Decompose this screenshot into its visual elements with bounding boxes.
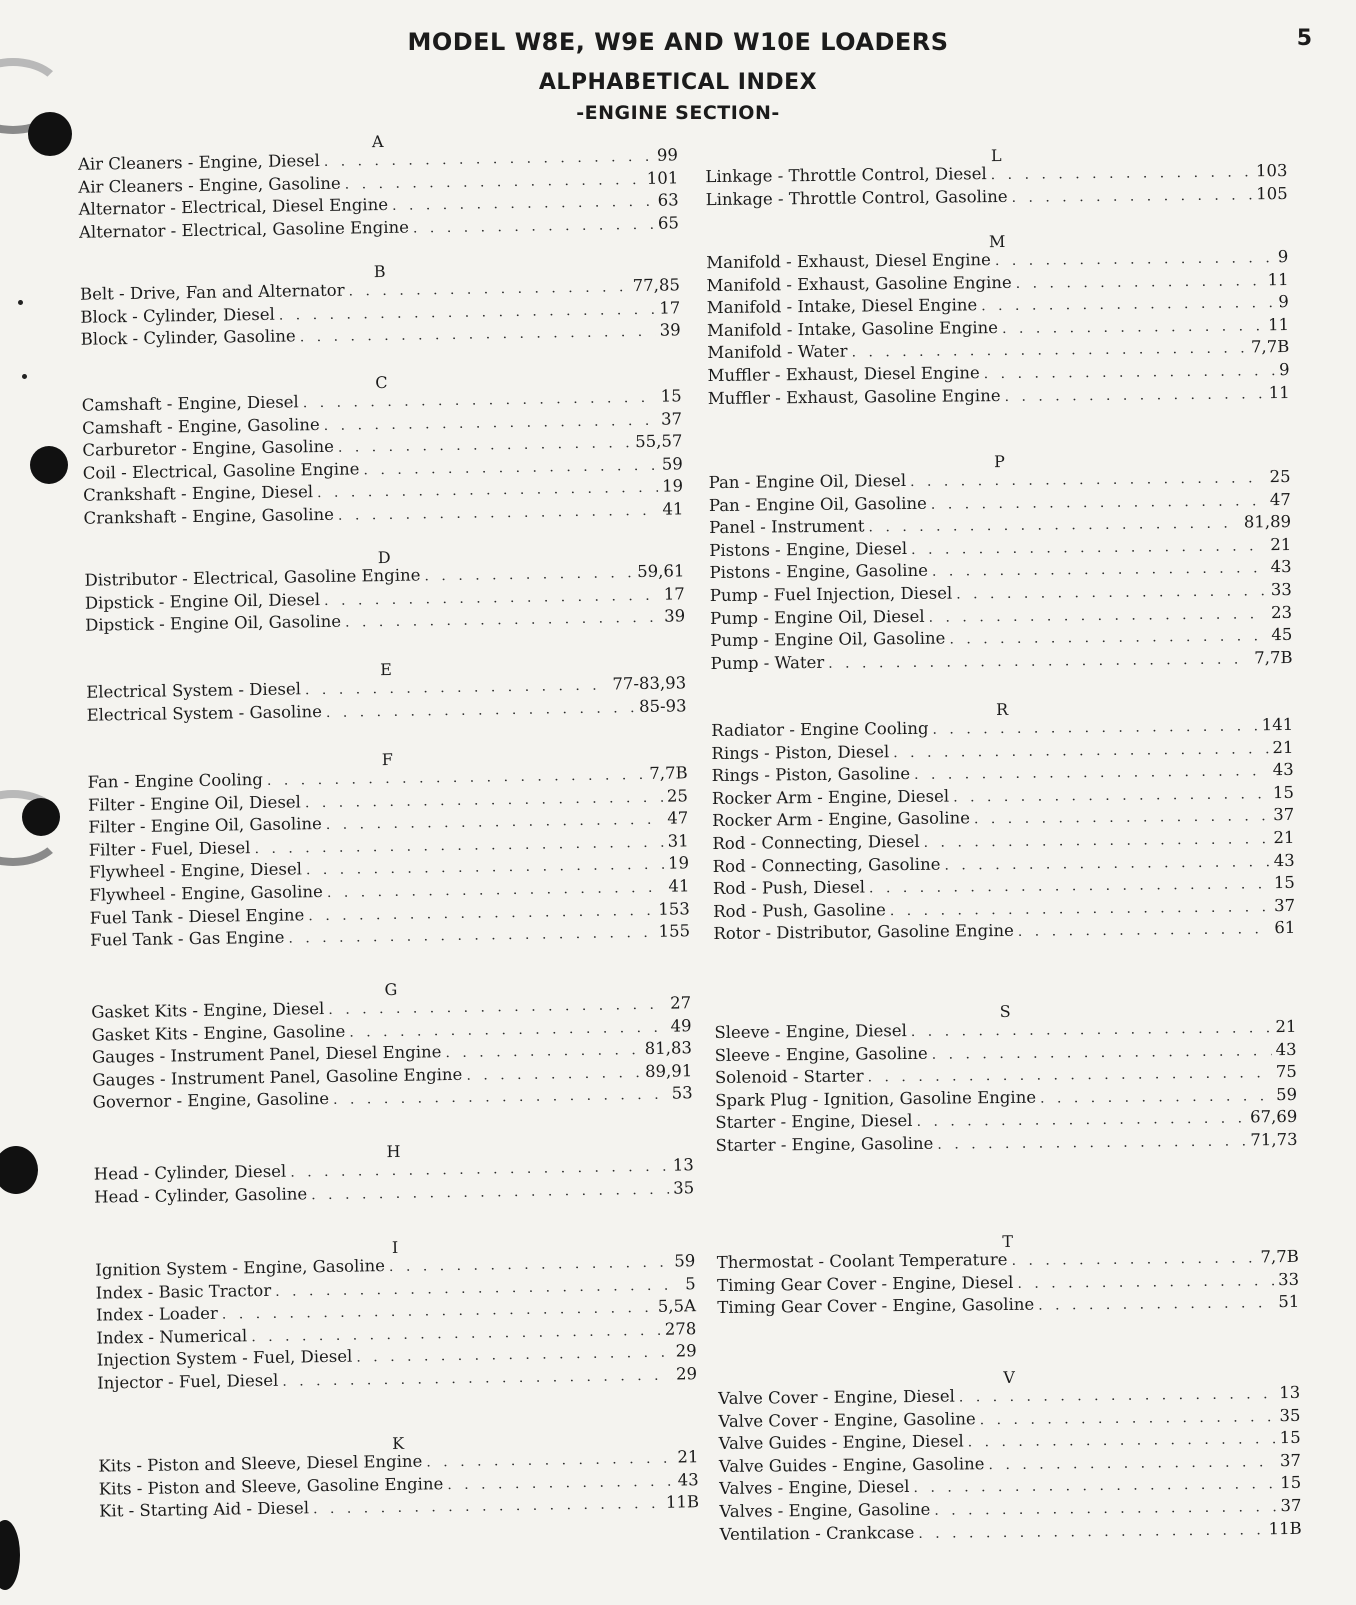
entry-page: 29 <box>675 1341 697 1361</box>
leader-dots <box>313 1496 662 1517</box>
leader-dots <box>851 341 1247 361</box>
entry-page: 31 <box>667 831 689 851</box>
entry-name: Coil - Electrical, Gasoline Engine <box>82 459 360 483</box>
leader-dots <box>311 1181 669 1203</box>
entry-page: 11 <box>1267 269 1289 289</box>
entry-page: 43 <box>677 1469 699 1490</box>
leader-dots <box>937 1133 1246 1152</box>
entry-page: 43 <box>1270 557 1292 577</box>
leader-dots <box>1018 922 1271 941</box>
section-letter-g: G <box>384 979 398 1000</box>
leader-dots <box>363 458 658 479</box>
leader-dots <box>931 493 1266 513</box>
entry-name: Distributor - Electrical, Gasoline Engine <box>84 565 421 590</box>
section-letter-f: F <box>381 749 394 770</box>
entry-name: Pump - Fuel Injection, Diesel <box>709 583 953 606</box>
entry-page: 37 <box>1279 1450 1302 1470</box>
entry-name: Rocker Arm - Engine, Gasoline <box>712 808 971 831</box>
entry-page: 21 <box>1273 827 1295 848</box>
leader-dots <box>956 583 1267 602</box>
entry-name: Muffler - Exhaust, Gasoline Engine <box>707 385 1001 408</box>
entry-page: 37 <box>660 408 683 429</box>
entry-page: 35 <box>1279 1405 1301 1425</box>
entry-name: Kits - Piston and Sleeve, Gasoline Engine <box>98 1473 444 1499</box>
entry-name: Pan - Engine Oil, Gasoline <box>708 493 927 515</box>
entry-page: 59 <box>674 1251 696 1271</box>
section-letter-t: T <box>1002 1231 1014 1252</box>
entry-name: Solenoid - Starter <box>714 1066 864 1088</box>
leader-dots <box>300 324 656 346</box>
entry-page: 39 <box>663 606 686 626</box>
entry-page: 21 <box>1275 1016 1297 1037</box>
entry-name: Camshaft - Engine, Diesel <box>81 392 299 415</box>
section-letter-i: I <box>391 1237 399 1257</box>
entry-page: 7,7B <box>1254 647 1293 668</box>
entry-name: Linkage - Throttle Control, Gasoline <box>705 186 1008 209</box>
entry-page: 141 <box>1261 714 1294 735</box>
entry-page: 9 <box>1278 292 1289 312</box>
binder-hole-lower <box>0 1146 38 1194</box>
leader-dots <box>324 412 658 433</box>
leader-dots <box>392 194 654 214</box>
leader-dots <box>306 857 664 879</box>
entry-page: 278 <box>664 1319 697 1339</box>
entry-name: Crankshaft - Engine, Diesel <box>83 482 314 506</box>
binder-hole-upper <box>30 446 68 484</box>
entry-page: 15 <box>1272 782 1295 802</box>
entry-page: 99 <box>656 145 679 165</box>
entry-page: 47 <box>1269 489 1291 509</box>
entry-page: 37 <box>1274 895 1296 915</box>
entry-name: Dipstick - Engine Oil, Gasoline <box>85 611 342 635</box>
leader-dots <box>944 854 1269 873</box>
entry-name: Index - Numerical <box>96 1326 248 1348</box>
entry-page: 153 <box>658 898 690 919</box>
entry-page: 103 <box>1255 160 1288 181</box>
leader-dots <box>305 678 609 699</box>
entry-page: 41 <box>668 876 690 896</box>
entry-name: Valve Cover - Engine, Gasoline <box>718 1408 976 1431</box>
section-letter-k: K <box>391 1433 405 1454</box>
entry-page: 7,7B <box>649 763 688 783</box>
entry-page: 65 <box>657 213 680 233</box>
entry-page: 41 <box>662 499 684 519</box>
entry-name: Ventilation - Crankcase <box>719 1522 915 1544</box>
entry-name: Manifold - Intake, Gasoline Engine <box>706 317 999 340</box>
entry-page: 11B <box>1268 1518 1302 1538</box>
leader-dots <box>893 741 1268 761</box>
leader-dots <box>328 997 666 1018</box>
leader-dots <box>413 217 654 237</box>
leader-dots <box>317 480 658 501</box>
leader-dots <box>984 363 1275 382</box>
entry-page: 75 <box>1275 1062 1297 1082</box>
entry-name: Index - Loader <box>95 1303 218 1325</box>
entry-page: 7,7B <box>1250 337 1290 357</box>
leader-dots <box>932 1043 1272 1063</box>
leader-dots <box>995 250 1274 269</box>
leader-dots <box>426 1451 673 1471</box>
entry-page: 17 <box>663 583 685 604</box>
entry-page: 77,85 <box>632 275 681 296</box>
entry-name: Carburetor - Engine, Gasoline <box>82 436 335 460</box>
leader-dots <box>222 1300 654 1323</box>
entry-name: Injector - Fuel, Diesel <box>96 1370 279 1393</box>
entry-page: 15 <box>1280 1473 1302 1493</box>
entry-page: 33 <box>1270 579 1292 600</box>
entry-name: Belt - Drive, Fan and Alternator <box>79 280 345 304</box>
entry-page: 155 <box>658 921 691 941</box>
leader-dots <box>928 606 1267 626</box>
left-column <box>75 0 700 1605</box>
leader-dots <box>290 1159 669 1181</box>
leader-dots <box>991 164 1252 183</box>
leader-dots <box>345 610 660 631</box>
leader-dots <box>913 1477 1276 1497</box>
speck-1 <box>18 300 23 305</box>
binder-hole-middle <box>22 798 60 836</box>
entry-page: 45 <box>1271 625 1293 645</box>
entry-name: Starter - Engine, Gasoline <box>715 1133 934 1156</box>
entry-page: 13 <box>1279 1382 1301 1403</box>
entry-page: 15 <box>1279 1428 1301 1448</box>
entry-page: 59 <box>1275 1084 1298 1104</box>
leader-dots <box>968 1431 1276 1450</box>
entry-page: 59 <box>661 454 683 474</box>
leader-dots <box>949 628 1267 647</box>
entry-page: 85-93 <box>638 695 687 716</box>
leader-dots <box>345 172 643 193</box>
entry-page: 29 <box>675 1364 698 1384</box>
entry-name: Valve Cover - Engine, Diesel <box>718 1386 955 1409</box>
entry-name: Gauges - Instrument Panel, Gasoline Engine <box>92 1064 463 1090</box>
entry-page: 21 <box>1272 737 1294 757</box>
entry-name: Electrical System - Gasoline <box>86 701 323 725</box>
leader-dots <box>308 902 654 923</box>
section-letter-l: L <box>990 145 1002 166</box>
entry-page: 11B <box>665 1492 700 1512</box>
entry-name: Pump - Engine Oil, Diesel <box>709 606 925 628</box>
entry-name: Filter - Engine Oil, Gasoline <box>88 814 322 837</box>
leader-dots <box>356 1345 672 1366</box>
leader-dots <box>324 149 653 170</box>
entry-page: 7,7B <box>1260 1246 1299 1267</box>
entry-name: Valve Guides - Engine, Gasoline <box>718 1454 985 1476</box>
entry-page: 21 <box>677 1447 699 1467</box>
entry-name: Muffler - Exhaust, Diesel Engine <box>707 363 980 386</box>
leader-dots <box>275 1277 681 1299</box>
leader-dots <box>916 1111 1246 1130</box>
entry-name: Block - Cylinder, Diesel <box>80 304 275 327</box>
entry-page: 43 <box>1272 760 1294 780</box>
entry-name: Head - Cylinder, Gasoline <box>94 1183 308 1207</box>
entry-name: Starter - Engine, Diesel <box>715 1111 913 1133</box>
right-column <box>704 0 1303 1603</box>
entry-page: 17 <box>659 297 681 318</box>
entry-name: Rod - Connecting, Gasoline <box>712 854 941 876</box>
entry-page: 39 <box>659 320 681 340</box>
leader-dots <box>932 718 1257 737</box>
entry-name: Rod - Push, Gasoline <box>713 900 886 921</box>
leader-dots <box>338 435 631 456</box>
leader-dots <box>466 1065 641 1084</box>
page-subtitle: ALPHABETICAL INDEX <box>538 70 818 95</box>
index-entry <box>720 1518 1302 1546</box>
entry-page: 23 <box>1270 602 1293 622</box>
entry-page: 25 <box>1269 466 1291 487</box>
leader-dots <box>934 1499 1276 1519</box>
entry-name: Ignition System - Engine, Gasoline <box>95 1256 386 1280</box>
entry-name: Air Cleaners - Engine, Gasoline <box>78 173 341 197</box>
entry-page: 5 <box>684 1273 696 1293</box>
entry-name: Panel - Instrument <box>709 516 865 538</box>
leader-dots <box>326 812 664 833</box>
section-letter-d: D <box>377 547 391 568</box>
binder-hole-bottom <box>0 1520 20 1590</box>
leader-dots <box>1017 1273 1274 1292</box>
leader-dots <box>914 763 1269 783</box>
entry-name: Filter - Engine Oil, Diesel <box>87 791 302 815</box>
entry-name: Pump - Water <box>710 652 825 673</box>
entry-name: Kit - Starting Aid - Diesel <box>98 1498 310 1521</box>
leader-dots <box>279 301 656 323</box>
section-letter-s: S <box>999 1001 1011 1022</box>
entry-page: 13 <box>672 1155 694 1175</box>
entry-page: 19 <box>661 476 684 497</box>
section-letter-p: P <box>993 451 1005 472</box>
leader-dots <box>911 538 1266 558</box>
leader-dots <box>447 1473 674 1493</box>
leader-dots <box>890 899 1270 919</box>
entry-name: Pan - Engine Oil, Diesel <box>708 470 907 493</box>
entry-name: Pistons - Engine, Gasoline <box>709 561 929 583</box>
leader-dots <box>333 1087 668 1108</box>
entry-page: 37 <box>1280 1495 1302 1516</box>
entry-name: Rocker Arm - Engine, Diesel <box>711 786 950 808</box>
entry-name: Governor - Engine, Gasoline <box>92 1089 330 1113</box>
leader-dots <box>911 1020 1272 1040</box>
leader-dots <box>348 279 628 299</box>
leader-dots <box>445 1042 641 1061</box>
leader-dots <box>389 1255 671 1275</box>
index-entry <box>710 648 1292 676</box>
page-title: MODEL W8E, W9E AND W10E LOADERS <box>407 28 949 56</box>
entry-name: Rod - Connecting, Diesel <box>712 831 920 854</box>
entry-name: Alternator - Electrical, Gasoline Engine <box>78 217 410 242</box>
entry-name: Injection System - Fuel, Diesel <box>96 1347 353 1371</box>
entry-name: Manifold - Intake, Diesel Engine <box>706 295 978 318</box>
leader-dots <box>326 700 635 721</box>
entry-name: Kits - Piston and Sleeve, Diesel Engine <box>98 1451 423 1476</box>
entry-name: Pistons - Engine, Diesel <box>709 538 908 560</box>
index-entry <box>717 1292 1299 1320</box>
entry-name: Fuel Tank - Diesel Engine <box>89 904 305 928</box>
entry-name: Valves - Engine, Gasoline <box>719 1499 931 1521</box>
entry-page: 49 <box>670 1015 692 1036</box>
entry-page: 63 <box>657 190 679 210</box>
entry-name: Head - Cylinder, Diesel <box>93 1161 287 1184</box>
entry-page: 21 <box>1270 534 1292 554</box>
entry-page: 33 <box>1277 1269 1300 1289</box>
entry-name: Crankshaft - Engine, Gasoline <box>83 504 335 528</box>
leader-dots <box>918 1522 1264 1542</box>
entry-page: 27 <box>670 993 692 1013</box>
leader-dots <box>1002 318 1264 337</box>
entry-page: 105 <box>1256 183 1288 203</box>
entry-page: 53 <box>671 1083 693 1103</box>
entry-name: Air Cleaners - Engine, Diesel <box>77 150 320 174</box>
entry-name: Filter - Fuel, Diesel <box>88 837 251 860</box>
leader-dots <box>327 880 665 901</box>
leader-dots <box>953 786 1269 805</box>
entry-name: Fan - Engine Cooling <box>87 769 264 792</box>
entry-page: 11 <box>1268 382 1290 402</box>
entry-name: Pump - Engine Oil, Gasoline <box>710 628 946 651</box>
entry-name: Valve Guides - Engine, Diesel <box>718 1431 964 1454</box>
speck-2 <box>22 374 27 379</box>
entry-name: Linkage - Throttle Control, Diesel <box>705 164 987 187</box>
entry-page: 81,83 <box>644 1038 693 1059</box>
entry-name: Rings - Piston, Gasoline <box>711 764 911 786</box>
leader-dots <box>910 470 1266 490</box>
entry-page: 71,73 <box>1250 1129 1298 1150</box>
leader-dots <box>981 295 1274 314</box>
entry-name: Flywheel - Engine, Gasoline <box>89 882 324 905</box>
leader-dots <box>924 831 1270 851</box>
entry-page: 25 <box>666 785 689 806</box>
page-number: 5 <box>1296 26 1312 51</box>
section-letter-r: R <box>995 699 1009 720</box>
leader-dots <box>932 561 1267 581</box>
entry-page: 11 <box>1267 314 1290 334</box>
leader-dots <box>974 809 1269 828</box>
entry-name: Timing Gear Cover - Engine, Diesel <box>716 1272 1014 1295</box>
entry-page: 35 <box>672 1177 695 1198</box>
entry-name: Sleeve - Engine, Gasoline <box>714 1043 928 1065</box>
entry-page: 89,91 <box>644 1061 693 1081</box>
entry-page: 43 <box>1275 1039 1297 1059</box>
index-entry <box>713 918 1295 946</box>
entry-name: Sleeve - Engine, Diesel <box>714 1021 907 1043</box>
leader-dots <box>1038 1295 1274 1313</box>
section-letter-m: M <box>988 231 1006 252</box>
leader-dots <box>868 1065 1272 1085</box>
leader-dots <box>869 876 1270 896</box>
entry-name: Electrical System - Diesel <box>86 679 302 702</box>
section-letter-c: C <box>375 372 388 393</box>
entry-page: 101 <box>646 167 679 188</box>
section-title: -ENGINE SECTION- <box>576 102 780 124</box>
index-entry <box>708 383 1290 411</box>
entry-page: 9 <box>1277 246 1289 267</box>
entry-page: 67,69 <box>1249 1107 1298 1127</box>
leader-dots <box>1011 1250 1256 1269</box>
entry-name: Gauges - Instrument Panel, Diesel Engine <box>91 1042 442 1067</box>
entry-name: Valves - Engine, Diesel <box>719 1477 910 1499</box>
leader-dots <box>1004 386 1264 405</box>
entry-name: Radiator - Engine Cooling <box>711 718 929 741</box>
entry-name: Fuel Tank - Gas Engine <box>90 927 285 950</box>
leader-dots <box>282 1368 672 1390</box>
leader-dots <box>288 925 654 947</box>
entry-page: 55,57 <box>635 431 683 452</box>
leader-dots <box>988 1454 1276 1473</box>
entry-name: Flywheel - Engine, Diesel <box>88 859 303 883</box>
section-letter-v: V <box>1003 1367 1015 1388</box>
leader-dots <box>1011 187 1252 206</box>
leader-dots <box>959 1386 1276 1405</box>
entry-page: 15 <box>660 386 682 406</box>
entry-page: 43 <box>1273 850 1295 870</box>
entry-name: Manifold - Exhaust, Diesel Engine <box>706 250 991 273</box>
entry-name: Index - Basic Tractor <box>95 1280 272 1303</box>
entry-name: Dipstick - Engine Oil, Diesel <box>84 589 321 613</box>
section-letter-a: A <box>371 131 384 152</box>
index-entry <box>716 1130 1298 1158</box>
entry-name: Spark Plug - Ignition, Gasoline Engine <box>715 1087 1037 1110</box>
entry-page: 19 <box>667 853 690 873</box>
leader-dots <box>338 503 659 524</box>
entry-name: Camshaft - Engine, Gasoline <box>81 414 320 438</box>
entry-page: 51 <box>1278 1292 1300 1312</box>
entry-name: Manifold - Water <box>707 341 848 363</box>
leader-dots <box>251 1323 661 1345</box>
entry-page: 61 <box>1274 918 1296 938</box>
entry-page: 15 <box>1273 873 1295 893</box>
entry-name: Block - Cylinder, Gasoline <box>80 326 296 349</box>
entry-page: 81,89 <box>1243 512 1292 532</box>
leader-dots <box>828 651 1250 671</box>
entry-name: Gasket Kits - Engine, Gasoline <box>91 1021 346 1045</box>
entry-name: Rotor - Distributor, Gasoline Engine <box>713 921 1014 944</box>
entry-page: 37 <box>1273 805 1295 825</box>
leader-dots <box>324 587 660 608</box>
leader-dots <box>868 516 1240 536</box>
entry-name: Alternator - Electrical, Diesel Engine <box>78 195 389 219</box>
index-entry <box>706 184 1288 212</box>
leader-dots <box>1016 273 1264 292</box>
entry-name: Rod - Push, Diesel <box>712 877 866 899</box>
leader-dots <box>267 767 646 789</box>
entry-page: 5,5A <box>657 1296 697 1317</box>
leader-dots <box>1040 1088 1272 1106</box>
entry-page: 9 <box>1278 359 1290 380</box>
entry-name: Thermostat - Coolant Temperature <box>716 1249 1008 1273</box>
entry-name: Manifold - Exhaust, Gasoline Engine <box>706 272 1012 295</box>
section-letter-e: E <box>379 659 392 680</box>
leader-dots <box>303 390 657 412</box>
leader-dots <box>305 789 663 811</box>
leader-dots <box>254 834 663 856</box>
entry-page: 47 <box>667 808 689 828</box>
leader-dots <box>980 1409 1276 1428</box>
entry-name: Timing Gear Cover - Engine, Gasoline <box>717 1294 1035 1318</box>
leader-dots <box>424 565 633 584</box>
entry-page: 77-83,93 <box>612 673 687 694</box>
entry-name: Gasket Kits - Engine, Diesel <box>91 999 325 1022</box>
entry-page: 59,61 <box>637 561 685 582</box>
section-letter-b: B <box>373 261 386 282</box>
section-letter-h: H <box>386 1141 401 1162</box>
entry-name: Rings - Piston, Diesel <box>711 741 890 763</box>
leader-dots <box>349 1019 667 1040</box>
